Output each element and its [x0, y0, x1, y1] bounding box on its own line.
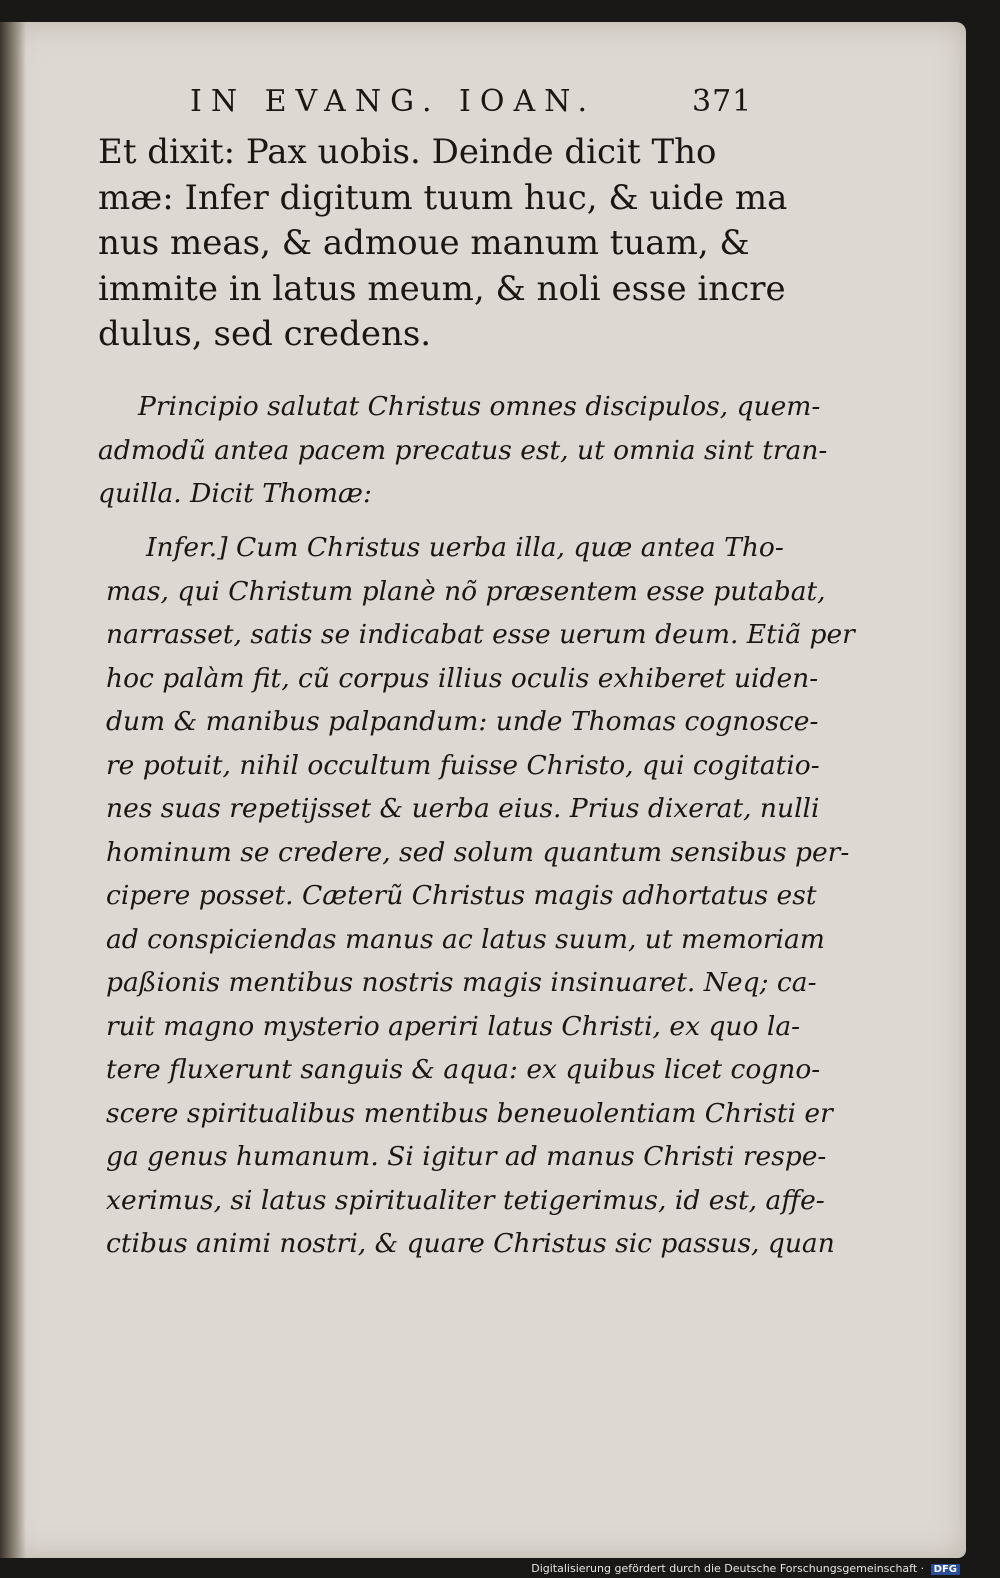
commentary-line: scere spiritualibus mentibus beneuolentiam Christi er	[106, 1097, 833, 1129]
commentary-paragraph-2	[106, 526, 855, 1266]
commentary-line: narrasset, satis se indicabat esse uerum deum. Etiã per	[106, 619, 855, 650]
page-number: 371	[692, 84, 753, 119]
commentary-line: Infer.] Cum Christus uerba illa, quæ antea Tho-	[146, 532, 784, 563]
dfg-logo: DFG	[931, 1564, 960, 1575]
commentary-line: ruit magno mysterio aperiri latus Christi, ex quo la-	[106, 1010, 801, 1042]
running-head: IN EVANG. IOAN.	[190, 84, 597, 119]
commentary-line: mas, qui Christum planè nõ præsentem esse putabat,	[106, 575, 826, 607]
commentary-line: dum & manibus palpandum: unde Thomas cognosce-	[106, 706, 819, 737]
commentary-line: ga genus humanum. Si igitur ad manus Christi respe-	[106, 1141, 827, 1172]
commentary-line: hominum se credere, sed solum quantum sensibus per-	[106, 836, 850, 868]
commentary-line: Principio salutat Christus omnes discipulos, quem-	[138, 391, 821, 422]
commentary-line: cipere posset. Cæterũ Christus magis adhortatus est	[106, 880, 817, 911]
commentary-line: nes suas repetijsset & uerba eius. Prius dixerat, nulli	[106, 793, 820, 824]
scripture-line: nus meas, & admoue manum tuam, &	[98, 223, 750, 263]
scripture-line: mæ: Infer digitum tuum huc, & uide ma	[98, 177, 788, 218]
commentary-line: paßionis mentibus nostris magis insinuaret. Neq; ca-	[106, 967, 817, 998]
commentary-line: admodũ antea pacem precatus est, ut omnia sint tran-	[98, 434, 828, 466]
commentary-paragraph-1	[98, 385, 828, 516]
commentary-line: hoc palàm fit, cũ corpus illius oculis exhiberet uiden-	[106, 662, 819, 694]
credit-text: Digitalisierung gefördert durch die Deutsche Forschungsgemeinschaft ·	[531, 1562, 925, 1575]
scripture-line: Et dixit: Pax uobis. Deinde dicit Tho	[98, 132, 717, 172]
commentary-line: ctibus animi nostri, & quare Christus sic passus, quan	[106, 1228, 835, 1259]
commentary-line: ad conspiciendas manus ac latus suum, ut memoriam	[106, 923, 825, 955]
digitization-credit	[531, 1562, 960, 1575]
page-gutter	[0, 22, 26, 1558]
commentary-line: xerimus, si latus spiritualiter tetigerimus, id est, affe-	[106, 1184, 825, 1216]
commentary-line: quilla. Dicit Thomæ:	[98, 478, 372, 509]
commentary-line: re potuit, nihil occultum fuisse Christo, qui cogitatio-	[106, 749, 820, 781]
scripture-passage	[98, 130, 788, 358]
scripture-line: dulus, sed credens.	[98, 314, 432, 354]
scripture-line: immite in latus meum, & noli esse incre	[98, 268, 786, 309]
commentary-line: tere fluxerunt sanguis & aqua: ex quibus licet cogno-	[106, 1054, 821, 1085]
